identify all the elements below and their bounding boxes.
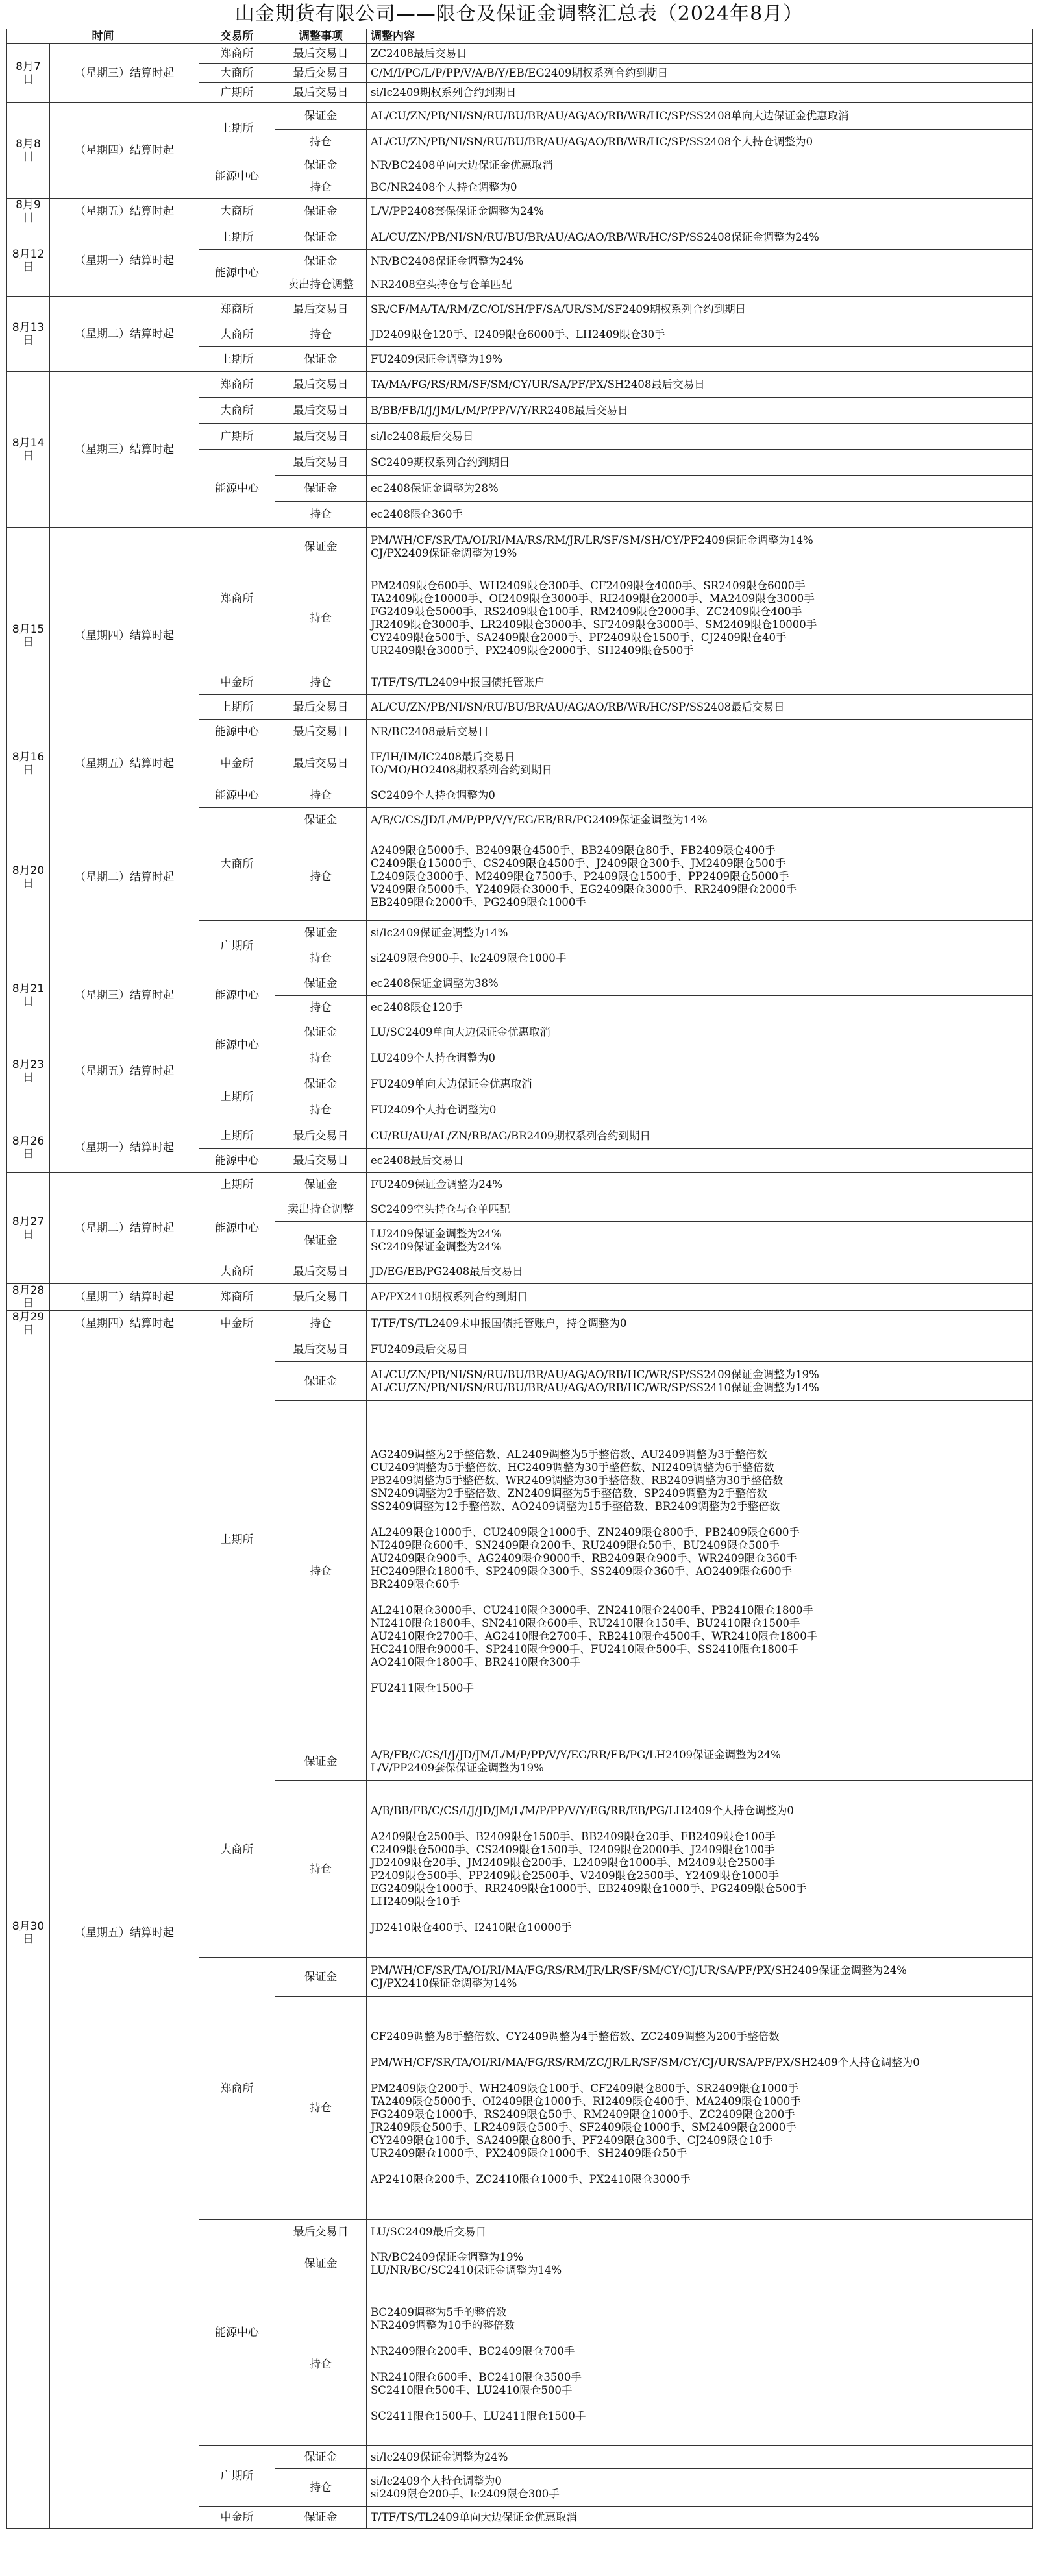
date-cell: 8月9日 bbox=[7, 199, 50, 225]
table-row bbox=[7, 1019, 1033, 1045]
adjustment-content-cell: JD2409限仓120手、I2409限仓6000手、LH2409限仓30手 bbox=[367, 322, 1033, 347]
adjustment-content-cell: AL/CU/ZN/PB/NI/SN/RU/BU/BR/AU/AG/AO/RB/WR/HC/SP/SS2408单向大边保证金优惠取消 bbox=[367, 103, 1033, 130]
header-exchange: 交易所 bbox=[199, 29, 275, 44]
adjustment-type-cell: 持仓 bbox=[275, 783, 367, 808]
adjustment-type-cell: 保证金 bbox=[275, 971, 367, 996]
table-row bbox=[7, 225, 1033, 250]
adjustment-type-cell: 最后交易日 bbox=[275, 1123, 367, 1149]
adjustment-content-cell: B/BB/FB/I/J/JM/L/M/P/PP/V/Y/RR2408最后交易日 bbox=[367, 398, 1033, 424]
adjustment-content-cell: FU2409保证金调整为19% bbox=[367, 347, 1033, 372]
session-cell: （星期五）结算时起 bbox=[50, 1019, 199, 1123]
adjustment-content-cell: CF2409调整为8手整倍数、CY2409调整为4手整倍数、ZC2409调整为200手整倍数 PM/WH/CF/SR/TA/OI/RI/MA/FG/RS/RM/ZC/JR/LR/SF/SM/CY/CJ/UR/SA/PF/PX/SH2409个人持仓调整为0 PM2409限仓200手、WH2409限仓100手、CF2409限仓800手、SR2409限仓1000手 TA2409限仓5000手、OI2409限仓1000手、RI2409限仓400手、MA2409限仓1000手 FG2409限仓1000手、RS2409限仓50手、RM2409限仓1000手、ZC2409限仓200手 JR2409限仓500手、LR2409限仓500手、SF2409限仓1000手、SM2409限仓2000手 CY2409限仓100手、SA2409限仓800手、PF2409限仓300手、CJ2409限仓10手 UR2409限仓1000手、PX2409限仓1000手、SH2409限仓50手 AP2410限仓200手、ZC2410限仓1000手、PX2410限仓3000手 bbox=[367, 1997, 1033, 2220]
adjustment-type-cell: 持仓 bbox=[275, 1401, 367, 1742]
date-cell: 8月8日 bbox=[7, 103, 50, 199]
adjustment-type-cell: 最后交易日 bbox=[275, 2220, 367, 2244]
exchange-cell: 能源中心 bbox=[199, 971, 275, 1019]
adjustment-type-cell: 最后交易日 bbox=[275, 450, 367, 476]
adjustment-type-cell: 持仓 bbox=[275, 2469, 367, 2507]
table-row bbox=[7, 528, 1033, 566]
adjustment-content-cell: ec2408限仓360手 bbox=[367, 502, 1033, 528]
adjustment-content-cell: NR/BC2408最后交易日 bbox=[367, 720, 1033, 744]
date-cell: 8月20日 bbox=[7, 783, 50, 971]
adjustment-content-cell: SR/CF/MA/TA/RM/ZC/OI/SH/PF/SA/UR/SM/SF2409期权系列合约到期日 bbox=[367, 297, 1033, 322]
adjustment-type-cell: 卖出持仓调整 bbox=[275, 1197, 367, 1222]
adjustment-type-cell: 持仓 bbox=[275, 502, 367, 528]
table-row bbox=[7, 971, 1033, 996]
adjustment-type-cell: 保证金 bbox=[275, 1173, 367, 1197]
adjustment-type-cell: 保证金 bbox=[275, 154, 367, 176]
date-cell: 8月14日 bbox=[7, 372, 50, 528]
date-cell: 8月15日 bbox=[7, 528, 50, 744]
exchange-cell: 中金所 bbox=[199, 670, 275, 695]
date-cell: 8月12日 bbox=[7, 225, 50, 297]
exchange-cell: 上期所 bbox=[199, 103, 275, 154]
adjustment-content-cell: A/B/BB/FB/C/CS/I/J/JD/JM/L/M/P/PP/V/Y/EG/RR/EB/PG/LH2409个人持仓调整为0 A2409限仓2500手、B2409限仓1500手、BB2409限仓20手、FB2409限仓100手 C2409限仓5000手、CS2409限仓1500手、I2409限仓2000手、J2409限仓100手 JD2409限仓20手、JM2409限仓200手、L2409限仓1000手、M2409限仓2500手 P2409限仓500手、PP2409限仓2500手、V2409限仓2500手、Y2409限仓1000手 EG2409限仓1000手、RR2409限仓1000手、EB2409限仓1000手、PG2409限仓500手 LH2409限仓10手 JD2410限仓400手、I2410限仓10000手 bbox=[367, 1781, 1033, 1958]
header-time: 时间 bbox=[7, 29, 199, 44]
table-row bbox=[7, 1311, 1033, 1337]
adjustment-type-cell: 持仓 bbox=[275, 130, 367, 154]
adjustment-type-cell: 最后交易日 bbox=[275, 64, 367, 83]
adjustment-content-cell: SC2409个人持仓调整为0 bbox=[367, 783, 1033, 808]
session-cell: （星期四）结算时起 bbox=[50, 1311, 199, 1337]
adjustment-content-cell: FU2409最后交易日 bbox=[367, 1337, 1033, 1362]
adjustment-type-cell: 保证金 bbox=[275, 2244, 367, 2283]
adjustment-type-cell: 保证金 bbox=[275, 199, 367, 225]
header-content: 调整内容 bbox=[367, 29, 1033, 44]
exchange-cell: 上期所 bbox=[199, 1173, 275, 1197]
session-cell: （星期二）结算时起 bbox=[50, 1173, 199, 1284]
adjustment-content-cell: TA/MA/FG/RS/RM/SF/SM/CY/UR/SA/PF/PX/SH2408最后交易日 bbox=[367, 372, 1033, 398]
adjustment-content-cell: PM/WH/CF/SR/TA/OI/RI/MA/RS/RM/JR/LR/SF/SM/SH/CY/PF2409保证金调整为14% CJ/PX2409保证金调整为19% bbox=[367, 528, 1033, 566]
adjustment-content-cell: ec2408限仓120手 bbox=[367, 996, 1033, 1019]
adjustment-content-cell: JD/EG/EB/PG2408最后交易日 bbox=[367, 1259, 1033, 1284]
adjustment-content-cell: AL/CU/ZN/PB/NI/SN/RU/BU/BR/AU/AG/AO/RB/WR/HC/SP/SS2408最后交易日 bbox=[367, 695, 1033, 720]
date-cell: 8月21日 bbox=[7, 971, 50, 1019]
adjustment-type-cell: 持仓 bbox=[275, 832, 367, 921]
exchange-cell: 大商所 bbox=[199, 398, 275, 424]
adjustment-type-cell: 最后交易日 bbox=[275, 1149, 367, 1173]
table-row bbox=[7, 783, 1033, 808]
adjustment-type-cell: 持仓 bbox=[275, 176, 367, 199]
adjustment-type-cell: 保证金 bbox=[275, 808, 367, 832]
adjustment-content-cell: NR2408空头持仓与仓单匹配 bbox=[367, 273, 1033, 297]
adjustment-type-cell: 保证金 bbox=[275, 1071, 367, 1097]
session-cell: （星期五）结算时起 bbox=[50, 199, 199, 225]
adjustment-type-cell: 保证金 bbox=[275, 225, 367, 250]
date-cell: 8月27日 bbox=[7, 1173, 50, 1284]
adjustment-content-cell: LU2409个人持仓调整为0 bbox=[367, 1045, 1033, 1071]
adjustment-type-cell: 最后交易日 bbox=[275, 744, 367, 783]
exchange-cell: 郑商所 bbox=[199, 372, 275, 398]
exchange-cell: 郑商所 bbox=[199, 1958, 275, 2220]
exchange-cell: 中金所 bbox=[199, 1311, 275, 1337]
adjustment-content-cell: AG2409调整为2手整倍数、AL2409调整为5手整倍数、AU2409调整为3手整倍数 CU2409调整为5手整倍数、HC2409调整为30手整倍数、NI2409调整为6手整倍数 PB2409调整为5手整倍数、WR2409调整为30手整倍数、RB2409调整为30手整倍数 SN2409调整为2手整倍数、ZN2409调整为5手整倍数、SP2409调整为2手整倍数 SS2409调整为12手整倍数、AO2409调整为15手整倍数、BR2409调整为2手整倍数 AL2409限仓1000手、CU2409限仓1000手、ZN2409限仓800手、PB2409限仓600手 NI2409限仓600手、SN2409限仓200手、RU2409限仓50手、BU2409限仓500手 AU2409限仓900手、AG2409限仓9000手、RB2409限仓900手、WR2409限仓360手 HC2409限仓1800手、SP2409限仓300手、SS2409限仓360手、AO2409限仓600手 BR2409限仓60手 AL2410限仓3000手、CU2410限仓3000手、ZN2410限仓2400手、PB2410限仓1800手 NI2410限仓1800手、SN2410限仓600手、RU2410限仓150手、BU2410限仓1500手 AU2410限仓2700手、AG2410限仓2700手、RB2410限仓4500手、WR2410限仓1800手 HC2410限仓9000手、SP2410限仓900手、FU2410限仓500手、SS2410限仓1800手 AO2410限仓1800手、BR2410限仓300手 FU2411限仓1500手 bbox=[367, 1401, 1033, 1742]
exchange-cell: 郑商所 bbox=[199, 44, 275, 64]
adjustment-type-cell: 持仓 bbox=[275, 670, 367, 695]
date-cell: 8月7日 bbox=[7, 44, 50, 103]
date-cell: 8月30日 bbox=[7, 1337, 50, 2529]
adjustment-content-cell: T/TF/TS/TL2409中报国债托管账户 bbox=[367, 670, 1033, 695]
table-row bbox=[7, 103, 1033, 130]
adjustment-content-cell: BC/NR2408个人持仓调整为0 bbox=[367, 176, 1033, 199]
table-row bbox=[7, 44, 1033, 64]
exchange-cell: 能源中心 bbox=[199, 1149, 275, 1173]
adjustment-content-cell: T/TF/TS/TL2409单向大边保证金优惠取消 bbox=[367, 2507, 1033, 2529]
adjustment-content-cell: LU2409保证金调整为24% SC2409保证金调整为24% bbox=[367, 1222, 1033, 1259]
adjustment-type-cell: 最后交易日 bbox=[275, 720, 367, 744]
adjustment-content-cell: C/M/I/PG/L/P/PP/V/A/B/Y/EB/EG2409期权系列合约到期日 bbox=[367, 64, 1033, 83]
exchange-cell: 大商所 bbox=[199, 322, 275, 347]
exchange-cell: 广期所 bbox=[199, 424, 275, 450]
adjustment-type-cell: 保证金 bbox=[275, 1362, 367, 1401]
table-row bbox=[7, 372, 1033, 398]
adjustment-content-cell: ec2408保证金调整为38% bbox=[367, 971, 1033, 996]
adjustment-content-cell: ZC2408最后交易日 bbox=[367, 44, 1033, 64]
adjustment-content-cell: L/V/PP2408套保保证金调整为24% bbox=[367, 199, 1033, 225]
session-cell: （星期四）结算时起 bbox=[50, 103, 199, 199]
adjustment-content-cell: FU2409单向大边保证金优惠取消 bbox=[367, 1071, 1033, 1097]
adjustment-content-cell: NR/BC2409保证金调整为19% LU/NR/BC/SC2410保证金调整为14% bbox=[367, 2244, 1033, 2283]
adjustment-type-cell: 持仓 bbox=[275, 1781, 367, 1958]
adjustment-content-cell: si/lc2409保证金调整为14% bbox=[367, 921, 1033, 945]
table-row bbox=[7, 1284, 1033, 1311]
adjustment-content-cell: FU2409个人持仓调整为0 bbox=[367, 1097, 1033, 1123]
adjustment-type-cell: 保证金 bbox=[275, 1742, 367, 1781]
exchange-cell: 上期所 bbox=[199, 347, 275, 372]
adjustment-content-cell: NR/BC2408保证金调整为24% bbox=[367, 250, 1033, 273]
adjustment-type-cell: 最后交易日 bbox=[275, 398, 367, 424]
session-cell: （星期三）结算时起 bbox=[50, 372, 199, 528]
adjustment-content-cell: si/lc2409个人持仓调整为0 si2409限仓200手、lc2409限仓300手 bbox=[367, 2469, 1033, 2507]
adjustment-type-cell: 最后交易日 bbox=[275, 424, 367, 450]
exchange-cell: 广期所 bbox=[199, 83, 275, 103]
adjustment-content-cell: NR/BC2408单向大边保证金优惠取消 bbox=[367, 154, 1033, 176]
adjustment-content-cell: ec2408保证金调整为28% bbox=[367, 476, 1033, 502]
exchange-cell: 上期所 bbox=[199, 1337, 275, 1742]
exchange-cell: 大商所 bbox=[199, 1742, 275, 1958]
adjustment-type-cell: 最后交易日 bbox=[275, 1337, 367, 1362]
header-type: 调整事项 bbox=[275, 29, 367, 44]
exchange-cell: 大商所 bbox=[199, 808, 275, 921]
exchange-cell: 上期所 bbox=[199, 225, 275, 250]
adjustment-type-cell: 保证金 bbox=[275, 476, 367, 502]
date-cell: 8月28日 bbox=[7, 1284, 50, 1311]
session-cell: （星期二）结算时起 bbox=[50, 783, 199, 971]
adjustment-content-cell: PM/WH/CF/SR/TA/OI/RI/MA/FG/RS/RM/JR/LR/SF/SM/CY/CJ/UR/SA/PF/PX/SH2409保证金调整为24% CJ/PX2410保证金调整为14% bbox=[367, 1958, 1033, 1997]
adjustment-content-cell: A/B/FB/C/CS/I/J/JD/JM/L/M/P/PP/V/Y/EG/RR/EB/PG/LH2409保证金调整为24% L/V/PP2409套保保证金调整为19% bbox=[367, 1742, 1033, 1781]
table-row bbox=[7, 744, 1033, 783]
adjustment-type-cell: 保证金 bbox=[275, 1958, 367, 1997]
adjustment-type-cell: 持仓 bbox=[275, 945, 367, 971]
adjustment-content-cell: si2409限仓900手、lc2409限仓1000手 bbox=[367, 945, 1033, 971]
adjustment-content-cell: AP/PX2410期权系列合约到期日 bbox=[367, 1284, 1033, 1311]
table-row bbox=[7, 1123, 1033, 1149]
adjustment-type-cell: 持仓 bbox=[275, 1045, 367, 1071]
adjustment-content-cell: A2409限仓5000手、B2409限仓4500手、BB2409限仓80手、FB2409限仓400手 C2409限仓15000手、CS2409限仓4500手、J2409限仓300手、JM2409限仓500手 L2409限仓3000手、M2409限仓7500手、P2409限仓1500手、PP2409限仓5000手 V2409限仓5000手、Y2409限仓3000手、EG2409限仓3000手、RR2409限仓2000手 EB2409限仓2000手、PG2409限仓1000手 bbox=[367, 832, 1033, 921]
table-row bbox=[7, 199, 1033, 225]
adjustment-content-cell: CU/RU/AU/AL/ZN/RB/AG/BR2409期权系列合约到期日 bbox=[367, 1123, 1033, 1149]
adjustment-table bbox=[6, 29, 1033, 2529]
adjustment-type-cell: 保证金 bbox=[275, 2507, 367, 2529]
exchange-cell: 能源中心 bbox=[199, 783, 275, 808]
exchange-cell: 能源中心 bbox=[199, 1197, 275, 1259]
adjustment-type-cell: 保证金 bbox=[275, 347, 367, 372]
adjustment-type-cell: 持仓 bbox=[275, 996, 367, 1019]
session-cell: （星期三）结算时起 bbox=[50, 44, 199, 103]
adjustment-type-cell: 最后交易日 bbox=[275, 1259, 367, 1284]
session-cell: （星期三）结算时起 bbox=[50, 1284, 199, 1311]
adjustment-type-cell: 保证金 bbox=[275, 528, 367, 566]
exchange-cell: 郑商所 bbox=[199, 1284, 275, 1311]
date-cell: 8月23日 bbox=[7, 1019, 50, 1123]
exchange-cell: 能源中心 bbox=[199, 720, 275, 744]
adjustment-type-cell: 保证金 bbox=[275, 1019, 367, 1045]
exchange-cell: 能源中心 bbox=[199, 250, 275, 297]
exchange-cell: 大商所 bbox=[199, 64, 275, 83]
session-cell: （星期一）结算时起 bbox=[50, 225, 199, 297]
exchange-cell: 中金所 bbox=[199, 2507, 275, 2529]
adjustment-content-cell: FU2409保证金调整为24% bbox=[367, 1173, 1033, 1197]
session-cell: （星期三）结算时起 bbox=[50, 971, 199, 1019]
date-cell: 8月26日 bbox=[7, 1123, 50, 1173]
adjustment-content-cell: ec2408最后交易日 bbox=[367, 1149, 1033, 1173]
adjustment-type-cell: 持仓 bbox=[275, 2283, 367, 2446]
adjustment-type-cell: 卖出持仓调整 bbox=[275, 273, 367, 297]
adjustment-type-cell: 持仓 bbox=[275, 322, 367, 347]
date-cell: 8月29日 bbox=[7, 1311, 50, 1337]
exchange-cell: 郑商所 bbox=[199, 528, 275, 670]
adjustment-type-cell: 最后交易日 bbox=[275, 297, 367, 322]
session-cell: （星期二）结算时起 bbox=[50, 297, 199, 372]
adjustment-type-cell: 持仓 bbox=[275, 566, 367, 670]
exchange-cell: 上期所 bbox=[199, 695, 275, 720]
adjustment-content-cell: SC2409期权系列合约到期日 bbox=[367, 450, 1033, 476]
adjustment-type-cell: 保证金 bbox=[275, 103, 367, 130]
header-row bbox=[7, 29, 1033, 44]
adjustment-type-cell: 保证金 bbox=[275, 250, 367, 273]
adjustment-content-cell: si/lc2409保证金调整为24% bbox=[367, 2446, 1033, 2469]
adjustment-content-cell: AL/CU/ZN/PB/NI/SN/RU/BU/BR/AU/AG/AO/RB/HC/WR/SP/SS2409保证金调整为19% AL/CU/ZN/PB/NI/SN/RU/BU/BR/AU/AG/AO/RB/HC/WR/SP/SS2410保证金调整为14% bbox=[367, 1362, 1033, 1401]
session-cell: （星期五）结算时起 bbox=[50, 744, 199, 783]
adjustment-content-cell: IF/IH/IM/IC2408最后交易日 IO/MO/HO2408期权系列合约到期日 bbox=[367, 744, 1033, 783]
adjustment-type-cell: 持仓 bbox=[275, 1311, 367, 1337]
session-cell: （星期五）结算时起 bbox=[50, 1337, 199, 2529]
table-row bbox=[7, 297, 1033, 322]
adjustment-type-cell: 最后交易日 bbox=[275, 1284, 367, 1311]
exchange-cell: 中金所 bbox=[199, 744, 275, 783]
date-cell: 8月16日 bbox=[7, 744, 50, 783]
adjustment-content-cell: BC2409调整为5手的整倍数 NR2409调整为10手的整倍数 NR2409限仓200手、BC2409限仓700手 NR2410限仓600手、BC2410限仓3500手 SC2410限仓500手、LU2410限仓500手 SC2411限仓1500手、LU2411限仓1500手 bbox=[367, 2283, 1033, 2446]
date-cell: 8月13日 bbox=[7, 297, 50, 372]
table-row bbox=[7, 1337, 1033, 1362]
adjustment-type-cell: 持仓 bbox=[275, 1097, 367, 1123]
adjustment-content-cell: LU/SC2409最后交易日 bbox=[367, 2220, 1033, 2244]
adjustment-content-cell: PM2409限仓600手、WH2409限仓300手、CF2409限仓4000手、SR2409限仓6000手 TA2409限仓10000手、OI2409限仓3000手、RI2409限仓2000手、MA2409限仓3000手 FG2409限仓5000手、RS2409限仓100手、RM2409限仓2000手、ZC2409限仓400手 JR2409限仓3000手、LR2409限仓3000手、SF2409限仓3000手、SM2409限仓10000手 CY2409限仓500手、SA2409限仓2000手、PF2409限仓1500手、CJ2409限仓40手 UR2409限仓3000手、PX2409限仓2000手、SH2409限仓500手 bbox=[367, 566, 1033, 670]
adjustment-content-cell: AL/CU/ZN/PB/NI/SN/RU/BU/BR/AU/AG/AO/RB/WR/HC/SP/SS2408个人持仓调整为0 bbox=[367, 130, 1033, 154]
exchange-cell: 广期所 bbox=[199, 2446, 275, 2507]
table-row bbox=[7, 1173, 1033, 1197]
exchange-cell: 大商所 bbox=[199, 199, 275, 225]
document-title: 山金期货有限公司——限仓及保证金调整汇总表（2024年8月） bbox=[234, 3, 804, 25]
exchange-cell: 上期所 bbox=[199, 1123, 275, 1149]
adjustment-type-cell: 保证金 bbox=[275, 921, 367, 945]
adjustment-type-cell: 保证金 bbox=[275, 2446, 367, 2469]
exchange-cell: 能源中心 bbox=[199, 154, 275, 199]
adjustment-type-cell: 最后交易日 bbox=[275, 44, 367, 64]
adjustment-type-cell: 最后交易日 bbox=[275, 372, 367, 398]
adjustment-type-cell: 持仓 bbox=[275, 1997, 367, 2220]
session-cell: （星期一）结算时起 bbox=[50, 1123, 199, 1173]
exchange-cell: 能源中心 bbox=[199, 2220, 275, 2446]
exchange-cell: 能源中心 bbox=[199, 1019, 275, 1071]
adjustment-content-cell: T/TF/TS/TL2409未申报国债托管账户，持仓调整为0 bbox=[367, 1311, 1033, 1337]
adjustment-type-cell: 最后交易日 bbox=[275, 83, 367, 103]
exchange-cell: 郑商所 bbox=[199, 297, 275, 322]
adjustment-content-cell: A/B/C/CS/JD/L/M/P/PP/V/Y/EG/EB/RR/PG2409保证金调整为14% bbox=[367, 808, 1033, 832]
adjustment-type-cell: 最后交易日 bbox=[275, 695, 367, 720]
exchange-cell: 能源中心 bbox=[199, 450, 275, 528]
adjustment-content-cell: SC2409空头持仓与仓单匹配 bbox=[367, 1197, 1033, 1222]
exchange-cell: 上期所 bbox=[199, 1071, 275, 1123]
exchange-cell: 大商所 bbox=[199, 1259, 275, 1284]
exchange-cell: 广期所 bbox=[199, 921, 275, 971]
session-cell: （星期四）结算时起 bbox=[50, 528, 199, 744]
adjustment-type-cell: 保证金 bbox=[275, 1222, 367, 1259]
adjustment-content-cell: si/lc2409期权系列合约到期日 bbox=[367, 83, 1033, 103]
adjustment-content-cell: AL/CU/ZN/PB/NI/SN/RU/BU/BR/AU/AG/AO/RB/WR/HC/SP/SS2408保证金调整为24% bbox=[367, 225, 1033, 250]
adjustment-content-cell: LU/SC2409单向大边保证金优惠取消 bbox=[367, 1019, 1033, 1045]
table-body bbox=[7, 29, 1033, 2529]
adjustment-content-cell: si/lc2408最后交易日 bbox=[367, 424, 1033, 450]
